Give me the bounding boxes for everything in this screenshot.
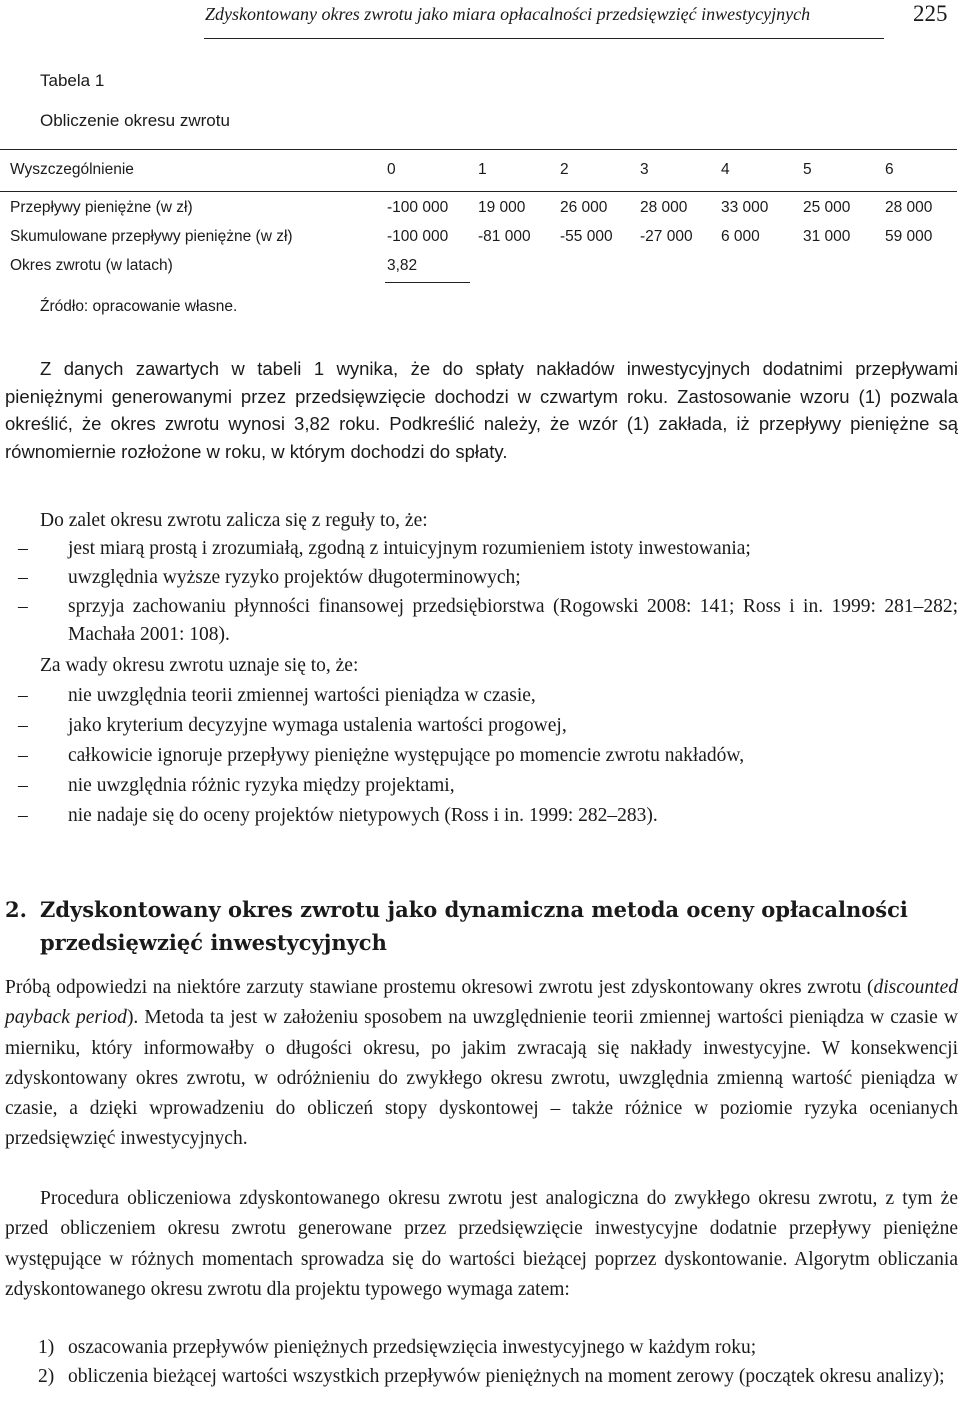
list-item-text: sprzyja zachowaniu płynności finansowej przedsiębiorstwa (Rogowski 2008: 141; Ross i in. 1999: 281–282; Machała 2001: 108). <box>68 596 958 645</box>
dash-bullet: – <box>18 715 28 736</box>
paragraph-procedure: Procedura obliczeniowa zdyskontowanego okresu zwrotu jest analogiczna do zwykłego okresu zwrotu, z tym że przed obliczeniem okresu zwrotu generowane przez przedsięwzięcie inwestycyjne dodatnie przepływy pieniężne występujące w różnych momentach sprowadza się do wartości bieżącej poprzez dyskontowanie. Algorytm obliczania zdyskontowanego okresu zwrotu dla projektu typowego wymaga zatem: <box>5 1188 958 1300</box>
table-cell: 28 000 <box>640 199 688 216</box>
table-row <box>0 228 960 250</box>
table-row <box>0 257 960 279</box>
step-number: 2) <box>38 1366 55 1387</box>
list-item-text: nie uwzględnia teorii zmiennej wartości pieniądza w czasie, <box>68 685 536 706</box>
paragraph-text: Próbą odpowiedzi na niektóre zarzuty stawiane prostemu okresowi zwrotu jest zdyskontowany okres zwrotu ( <box>5 977 874 998</box>
table-header-cell: 6 <box>885 161 894 178</box>
table-header-cell: 1 <box>478 161 487 178</box>
table-header-cell: Wyszczególnienie <box>10 161 134 178</box>
paragraph-text: ). Metoda ta jest w założeniu sposobem na uwzględnienie teorii zmiennej wartości pieniądza w czasie w mierniku, który informowałby o długości okresu, po jakim zwracają się nakłady inwestycyjne. W konsekwencji zdyskontowany okres zwrotu, w odróżnieniu do zwykłego okresu zwrotu, uwzględnia zmienną wartość pieniądza w czasie, a dzięki wprowadzeniu do obliczeń stopy dyskontowej – także różnice w poziomie ryzyka ocenianych przedsięwzięć inwestycyjnych. <box>5 1007 958 1150</box>
step-text: obliczenia bieżącej wartości wszystkich przepływów pieniężnych na moment zerowy (początek okresu analizy); <box>68 1366 945 1387</box>
list-item-text: nie nadaje się do oceny projektów nietypowych (Ross i in. 1999: 282–283). <box>68 805 658 826</box>
table-cell: 26 000 <box>560 199 608 216</box>
table-header-cell: 4 <box>721 161 730 178</box>
table-bottom-rule <box>385 282 470 283</box>
paragraph-table-discussion: Z danych zawartych w tabeli 1 wynika, że do spłaty nakładów inwestycyjnych dodatnimi przepływami pieniężnymi generowanymi przez przedsięwzięcie dochodzi w czwartym roku. Zastosowanie wzoru (1) pozwala określić, że okres zwrotu wynosi 3,82 roku. Podkreślić należy, że wzór (1) zakłada, iż przepływy pieniężne są równomiernie rozłożone w roku, w którym dochodzi do spłaty. <box>5 358 958 462</box>
table-label: Tabela 1 <box>40 71 105 90</box>
section-title: Zdyskontowany okres zwrotu jako dynamiczna metoda oceny opłacalności przedsięwzięć inwestycyjnych <box>40 897 908 955</box>
running-head-title: Zdyskontowany okres zwrotu jako miara opłacalności przedsięwzięć inwestycyjnych <box>205 4 811 24</box>
table-header-row <box>0 161 960 183</box>
step-text: oszacowania przepływów pieniężnych przedsięwzięcia inwestycyjnego w każdym roku; <box>68 1337 757 1358</box>
step-number: 1) <box>38 1337 55 1358</box>
table-cell: -55 000 <box>560 228 613 245</box>
table-cell: 31 000 <box>803 228 851 245</box>
table-source: Źródło: opracowanie własne. <box>40 298 238 315</box>
table-cell: 3,82 <box>387 257 418 274</box>
running-head <box>0 0 960 40</box>
table-header-cell: 3 <box>640 161 649 178</box>
table-cell: 59 000 <box>885 228 933 245</box>
list-item-text: całkowicie ignoruje przepływy pieniężne występujące po momencie zwrotu nakładów, <box>68 745 745 766</box>
table-row-label: Przepływy pieniężne (w zł) <box>10 199 193 216</box>
advantages-intro: Do zalet okresu zwrotu zalicza się z reguły to, że: <box>40 510 428 531</box>
dash-bullet: – <box>18 745 28 766</box>
list-item-text: jako kryterium decyzyjne wymaga ustalenia wartości progowej, <box>68 715 567 736</box>
table-row <box>0 199 960 221</box>
table-cell: -27 000 <box>640 228 693 245</box>
table-header-cell: 5 <box>803 161 812 178</box>
table-row-label: Skumulowane przepływy pieniężne (w zł) <box>10 228 293 245</box>
table-cell: -81 000 <box>478 228 531 245</box>
section-number: 2. <box>5 897 27 922</box>
table-cell: 6 000 <box>721 228 760 245</box>
table-top-rule <box>0 149 957 150</box>
paragraph-discounted-payback <box>5 973 958 1155</box>
table-header-cell: 2 <box>560 161 569 178</box>
page-number: 225 <box>913 1 948 26</box>
table-cell: -100 000 <box>387 199 449 216</box>
dash-bullet: – <box>18 775 28 796</box>
table-cell: 19 000 <box>478 199 526 216</box>
english-term: discounted payback period <box>5 977 958 1029</box>
list-item-text: uwzględnia wyższe ryzyko projektów długoterminowych; <box>68 567 521 588</box>
list-item-text: jest miarą prostą i zrozumiałą, zgodną z intuicyjnym rozumieniem istoty inwestowania; <box>68 538 751 559</box>
table-caption: Obliczenie okresu zwrotu <box>40 111 230 130</box>
dash-bullet: – <box>18 805 28 826</box>
table-cell: 33 000 <box>721 199 769 216</box>
table-cell: 25 000 <box>803 199 851 216</box>
table-header-rule <box>0 191 957 192</box>
dash-bullet: – <box>18 596 28 617</box>
table-cell: 28 000 <box>885 199 933 216</box>
dash-bullet: – <box>18 567 28 588</box>
dash-bullet: – <box>18 538 28 559</box>
table-header-cell: 0 <box>387 161 396 178</box>
table-row-label: Okres zwrotu (w latach) <box>10 257 173 274</box>
dash-bullet: – <box>18 685 28 706</box>
header-rule <box>204 38 884 39</box>
list-item-text: nie uwzględnia różnic ryzyka między projektami, <box>68 775 455 796</box>
disadvantages-intro: Za wady okresu zwrotu uznaje się to, że: <box>40 655 359 676</box>
table-cell: -100 000 <box>387 228 449 245</box>
